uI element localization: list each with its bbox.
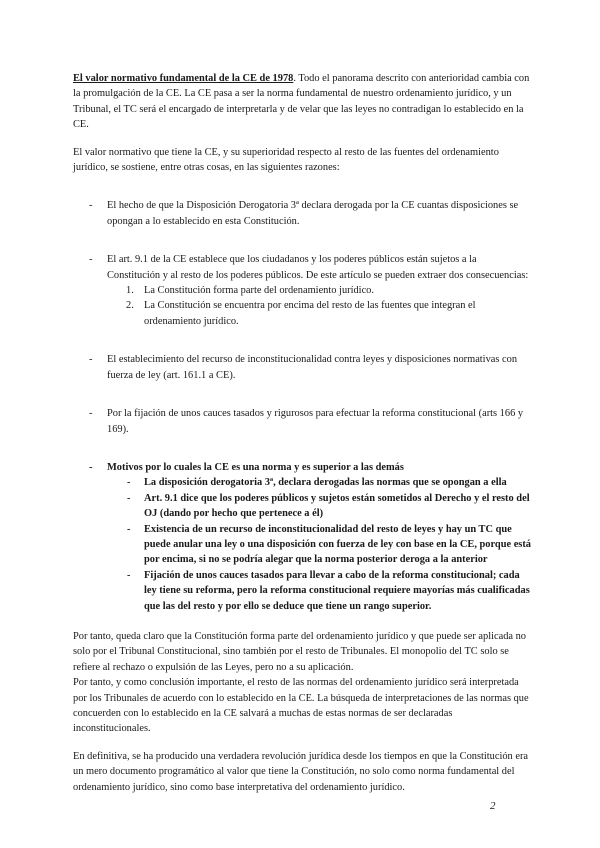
consequence-item-1 bbox=[73, 283, 531, 298]
summary-text: Art. 9.1 dice que los poderes públicos y sujetos están sometidos al Derecho y el resto del OJ (dando por hecho que pertenece a él) bbox=[144, 492, 530, 520]
conclusion-paragraph-3: En definitiva, se ha producido una verdadera revolución jurídica desde los tiempos en que la Constitución era un mero documento programático al valor que tiene la Constitución, no solo como norma fundamental del ordenamiento jurídico, sino como base interpretativa del ordenamiento jurídico. bbox=[73, 750, 529, 793]
summary-heading bbox=[73, 460, 531, 475]
dash-marker: - bbox=[89, 408, 93, 420]
summary-text: Fijación de unos cauces tasados para llevar a cabo de la reforma constitucional; cada ley tiene su reforma, pero la reforma constitucional requiere mayorías más cualificadas que las del resto y por ello se deduce que tiene un rango superior. bbox=[144, 569, 530, 612]
page-number: 2 bbox=[490, 800, 496, 812]
number-marker: 1. bbox=[126, 285, 134, 297]
number-marker: 2. bbox=[126, 300, 134, 312]
dash-marker: - bbox=[89, 354, 93, 366]
dash-marker: - bbox=[89, 254, 93, 266]
reason-item-4 bbox=[73, 406, 531, 437]
dash-marker: - bbox=[127, 477, 131, 489]
summary-item-1 bbox=[73, 475, 531, 490]
consequence-text: La Constitución se encuentra por encima del resto de las fuentes que integran el ordenamiento jurídico. bbox=[144, 300, 476, 327]
consequence-text: La Constitución forma parte del ordenamiento jurídico. bbox=[144, 285, 374, 297]
dash-marker: - bbox=[89, 200, 93, 212]
reason-text: Por la fijación de unos cauces tasados y rigurosos para efectuar la reforma constitucional (arts 166 y 169). bbox=[107, 408, 524, 435]
reason-text: El hecho de que la Disposición Derogatoria 3ª declara derogada por la CE cuantas disposiciones se opongan a lo establecido en esta Constitución. bbox=[107, 200, 519, 227]
conclusion-paragraph-2: Por tanto, y como conclusión importante, el resto de las normas del ordenamiento jurídico será interpretada por los Tribunales de acuerdo con lo establecido en la CE. La búsqueda de interpretaciones de las normas que concuerden con lo establecido en la CE salvará a muchas de estas normas de ser declaradas inconstitucionales. bbox=[73, 677, 529, 735]
reason-text: El art. 9.1 de la CE establece que los ciudadanos y los poderes públicos están sujetos a la Constitución y al resto de los poderes públicos. De este artículo se pueden extraer dos consecuencias: bbox=[107, 254, 529, 281]
summary-heading-text: Motivos por lo cuales la CE es una norma y es superior a las demás bbox=[107, 461, 404, 473]
reasons-intro-paragraph: El valor normativo que tiene la CE, y su superioridad respecto al resto de las fuentes del ordenamiento jurídico, se sostiene, entre otras cosas, en las siguientes razones: bbox=[73, 146, 499, 174]
reason-item-3 bbox=[73, 352, 531, 383]
reason-item-2 bbox=[73, 252, 531, 283]
document-page bbox=[73, 71, 531, 795]
dash-marker: - bbox=[89, 461, 93, 473]
consequence-item-2 bbox=[73, 298, 531, 329]
reason-item-1 bbox=[73, 198, 531, 229]
summary-text: La disposición derogatoria 3ª, declara derogadas las normas que se opongan a ella bbox=[144, 477, 507, 489]
intro-text: . Todo el panorama descrito con anterioridad cambia con la promulgación de la CE. La CE pasa a ser la norma fundamental de nuestro ordenamiento jurídico, y un Tribunal, el TC será el encargado de interpretarla y de velar que las leyes no contradigan lo establecido en la CE. bbox=[73, 73, 530, 131]
summary-item-2 bbox=[73, 491, 531, 522]
dash-marker: - bbox=[127, 492, 131, 504]
intro-paragraph bbox=[73, 71, 531, 133]
reason-text: El establecimiento del recurso de inconstitucionalidad contra leyes y disposiciones normativas con fuerza de ley (art. 161.1 a CE). bbox=[107, 354, 518, 381]
dash-marker: - bbox=[127, 569, 131, 581]
summary-item-4 bbox=[73, 568, 531, 614]
dash-marker: - bbox=[127, 523, 131, 535]
section-title: El valor normativo fundamental de la CE de 1978 bbox=[73, 73, 294, 84]
summary-text: Existencia de un recurso de inconstitucionalidad del resto de leyes y hay un TC que puede anular una ley o una disposición con fuerza de ley con base en la CE, porque está por encima, si no se podría alegar que la norma posterior deroga a la anterior bbox=[144, 523, 532, 566]
conclusion-paragraph-1: Por tanto, queda claro que la Constitución forma parte del ordenamiento jurídico y que puede ser aplicada no solo por el Tribunal Constitucional, sino también por el resto de Tribunales. El monopolio del TC solo se refiere al rechazo o expulsión de las Leyes, pero no a su aplicación. bbox=[73, 630, 526, 673]
summary-item-3 bbox=[73, 522, 531, 568]
